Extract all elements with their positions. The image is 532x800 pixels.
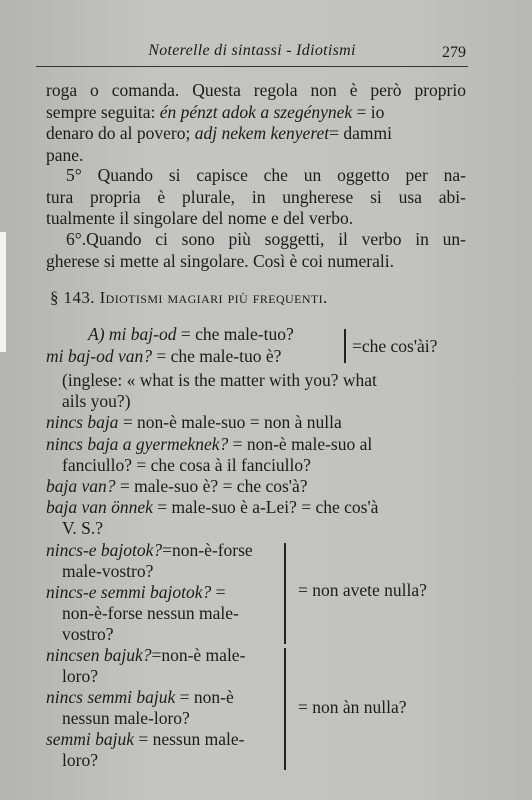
brace-mark	[284, 543, 286, 644]
idiom-line: loro?	[62, 750, 98, 770]
text-span: denaro do al povero;	[46, 123, 195, 143]
paragraph-3	[46, 229, 466, 272]
idiom-line	[46, 412, 342, 433]
text-line: tualmente il singolare del nome e del verbo.	[46, 208, 354, 228]
idiom-line: V. S.?	[62, 518, 104, 538]
italian-gloss: =non-è male-	[151, 645, 246, 665]
italian-gloss: = che male-tuo è?	[151, 346, 282, 366]
idiom-line: loro?	[62, 666, 98, 686]
idiom-line	[46, 582, 226, 603]
idiom-line	[46, 540, 253, 561]
hungarian-example: nincs baja	[46, 412, 119, 432]
idiom-result: = non avete nulla?	[298, 580, 427, 600]
paragraph-2	[46, 165, 466, 230]
brace-mark	[284, 648, 286, 770]
idiom-line	[46, 346, 281, 367]
section-heading	[50, 288, 328, 308]
page-number: 279	[442, 44, 466, 61]
hungarian-example: mi baj-od	[108, 324, 177, 344]
running-title: Noterelle di sintassi - Idiotismi	[148, 42, 356, 59]
hungarian-example: mi baj-od van?	[46, 346, 152, 366]
italian-gloss: = nessun male-	[133, 729, 245, 749]
idiom-line: ails you?)	[62, 391, 131, 411]
brace-mark	[344, 329, 346, 363]
italian-gloss: = che male-tuo?	[176, 324, 294, 344]
page-edge-highlight	[0, 232, 6, 352]
section-number: § 143.	[50, 288, 95, 307]
text-line: tura propria è plurale, in ungherese si usa abi-	[46, 186, 466, 207]
text-line: roga o comanda. Questa regola non è però proprio	[46, 80, 466, 100]
italian-gloss: = non-è male-suo = non à nulla	[118, 412, 342, 432]
idiom-line	[46, 497, 378, 518]
text-line	[46, 102, 466, 124]
hungarian-example: nincs baja a gyermeknek?	[46, 434, 229, 454]
paragraph-1	[46, 80, 466, 166]
hungarian-example: semmi bajuk	[46, 729, 134, 749]
idiom-label: A)	[88, 324, 109, 344]
hungarian-example: én pénzt adok a szegénynek	[159, 101, 353, 122]
idiom-line	[46, 645, 245, 666]
idiom-line: (inglese: « what is the matter with you? what	[62, 370, 377, 390]
section-title: Idiotismi magiari più frequenti.	[99, 288, 328, 307]
text-line: 5° Quando si capisce che un oggetto per na-	[66, 165, 466, 185]
idiom-line	[46, 434, 372, 455]
idiom-line: fanciullo? = che cosa à il fanciullo?	[62, 455, 311, 475]
idiom-line: male-vostro?	[62, 561, 154, 581]
text-line: pane.	[46, 144, 84, 165]
italian-gloss: =	[211, 582, 226, 602]
text-span: = io	[352, 101, 385, 122]
idiom-line	[46, 476, 308, 497]
hungarian-example: baja van önnek	[46, 497, 153, 517]
text-line	[46, 123, 466, 145]
italian-gloss: = non-è male-suo al	[228, 434, 373, 454]
text-line: gherese si mette al singolare. Così è coi numerali.	[46, 250, 394, 271]
hungarian-example: nincsen bajuk?	[46, 645, 152, 665]
idiom-line: non-è-forse nessun male-	[62, 603, 239, 623]
idiom-result: = non àn nulla?	[298, 697, 407, 717]
idiom-result: =che cos'ài?	[352, 336, 438, 356]
hungarian-example: baja van?	[46, 476, 116, 496]
hungarian-example: nincs-e bajotok?	[46, 540, 163, 560]
hungarian-example: adj nekem kenyeret	[194, 123, 330, 143]
idiom-line	[46, 687, 234, 708]
hungarian-example: nincs-e semmi bajotok?	[46, 582, 212, 602]
italian-gloss: = non-è	[175, 687, 234, 707]
idiom-line	[88, 324, 294, 345]
text-span: = dammi	[329, 123, 392, 143]
text-line: 6°.Quando ci sono più soggetti, il verbo in un-	[66, 229, 466, 249]
page-header	[36, 40, 468, 67]
italian-gloss: = male-suo è a-Lei? = che cos'à	[152, 497, 379, 517]
hungarian-example: nincs semmi bajuk	[46, 687, 176, 707]
text-span: sempre seguita:	[46, 101, 160, 122]
idiom-line	[46, 729, 244, 750]
idiom-line: nessun male-loro?	[62, 708, 190, 728]
idiom-line: vostro?	[62, 624, 114, 644]
italian-gloss: = male-suo è? = che cos'à?	[115, 476, 308, 496]
italian-gloss: =non-è-forse	[162, 540, 253, 560]
